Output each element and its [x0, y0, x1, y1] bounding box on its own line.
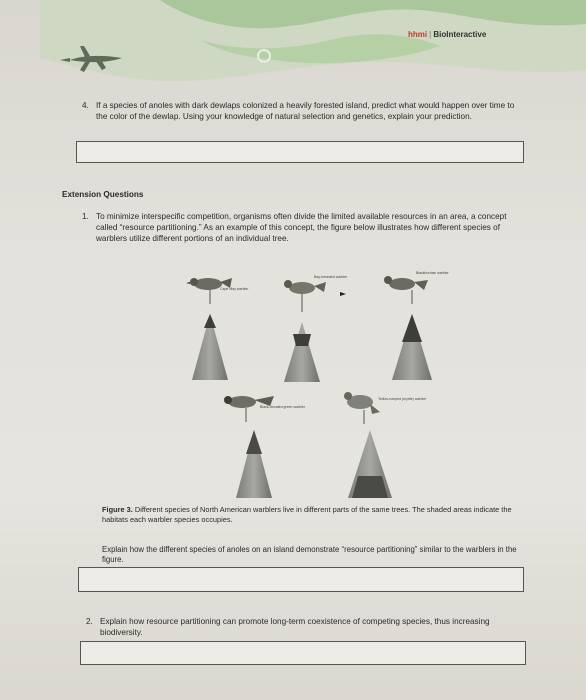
tree-4 [236, 430, 272, 498]
black-throated-green-warbler [224, 396, 306, 422]
question-4 [82, 100, 526, 122]
bird-label-5: Yellow-rumped (myrtle) warbler [378, 397, 427, 401]
question-text: Explain how resource partitioning can promote long-term coexistence of competing species, thus increasing biodiversity. [100, 617, 490, 637]
header-banner [40, 0, 586, 92]
tree-3 [392, 314, 432, 380]
figure-caption-label: Figure 3. [102, 505, 133, 514]
tree-2 [284, 322, 320, 382]
question-number: 4. [82, 101, 89, 110]
warbler-figure [180, 262, 450, 502]
cape-may-warbler [186, 278, 249, 304]
bird-label-2: Bay-breasted warbler [314, 275, 348, 279]
answer-box-q2[interactable] [80, 641, 526, 665]
question-number: 1. [82, 212, 89, 221]
extension-question-1 [82, 211, 526, 244]
figure-caption [102, 505, 522, 525]
extension-heading: Extension Questions [62, 190, 144, 199]
bird-label-4: Black-throated green warbler [260, 405, 305, 409]
brand-name: BioInteractive [433, 30, 487, 39]
bird-label-3: Blackburnian warbler [416, 271, 449, 275]
tree-1 [192, 314, 228, 380]
figure-caption-text: Different species of North American warblers live in different parts of the same trees. The shaded areas indicate the habitats each warbler species occupies. [102, 505, 512, 524]
tree-5 [348, 430, 392, 498]
answer-box-q1[interactable] [78, 567, 524, 592]
question-number: 2. [86, 617, 93, 626]
bird-label-1: Cape May warbler [220, 287, 249, 291]
question-text: To minimize interspecific competition, organisms often divide the limited available resources in an area, a concept called “resource partitioning.” As an example of this concept, the figure below illustrates how different species of warblers utilize different portions of an individual tree. [96, 212, 507, 243]
question-text: If a species of anoles with dark dewlaps colonized a heavily forested island, predict what would happen over time to the color of the dewlap. Using your knowledge of natural selection and genetics, explain your prediction. [96, 101, 515, 121]
extension-question-2 [86, 616, 520, 638]
brand-logo: hhmi | BioInteractive [408, 30, 487, 39]
answer-box-q4[interactable] [76, 141, 524, 163]
blackburnian-warbler [384, 271, 450, 304]
yellow-rumped-warbler [344, 392, 427, 424]
brand-hhmi: hhmi [408, 30, 428, 39]
bay-breasted-warbler [284, 275, 348, 312]
q1-followup: Explain how the different species of anoles on an island demonstrate “resource partitioning” similar to the warblers in the figure. [102, 545, 517, 564]
